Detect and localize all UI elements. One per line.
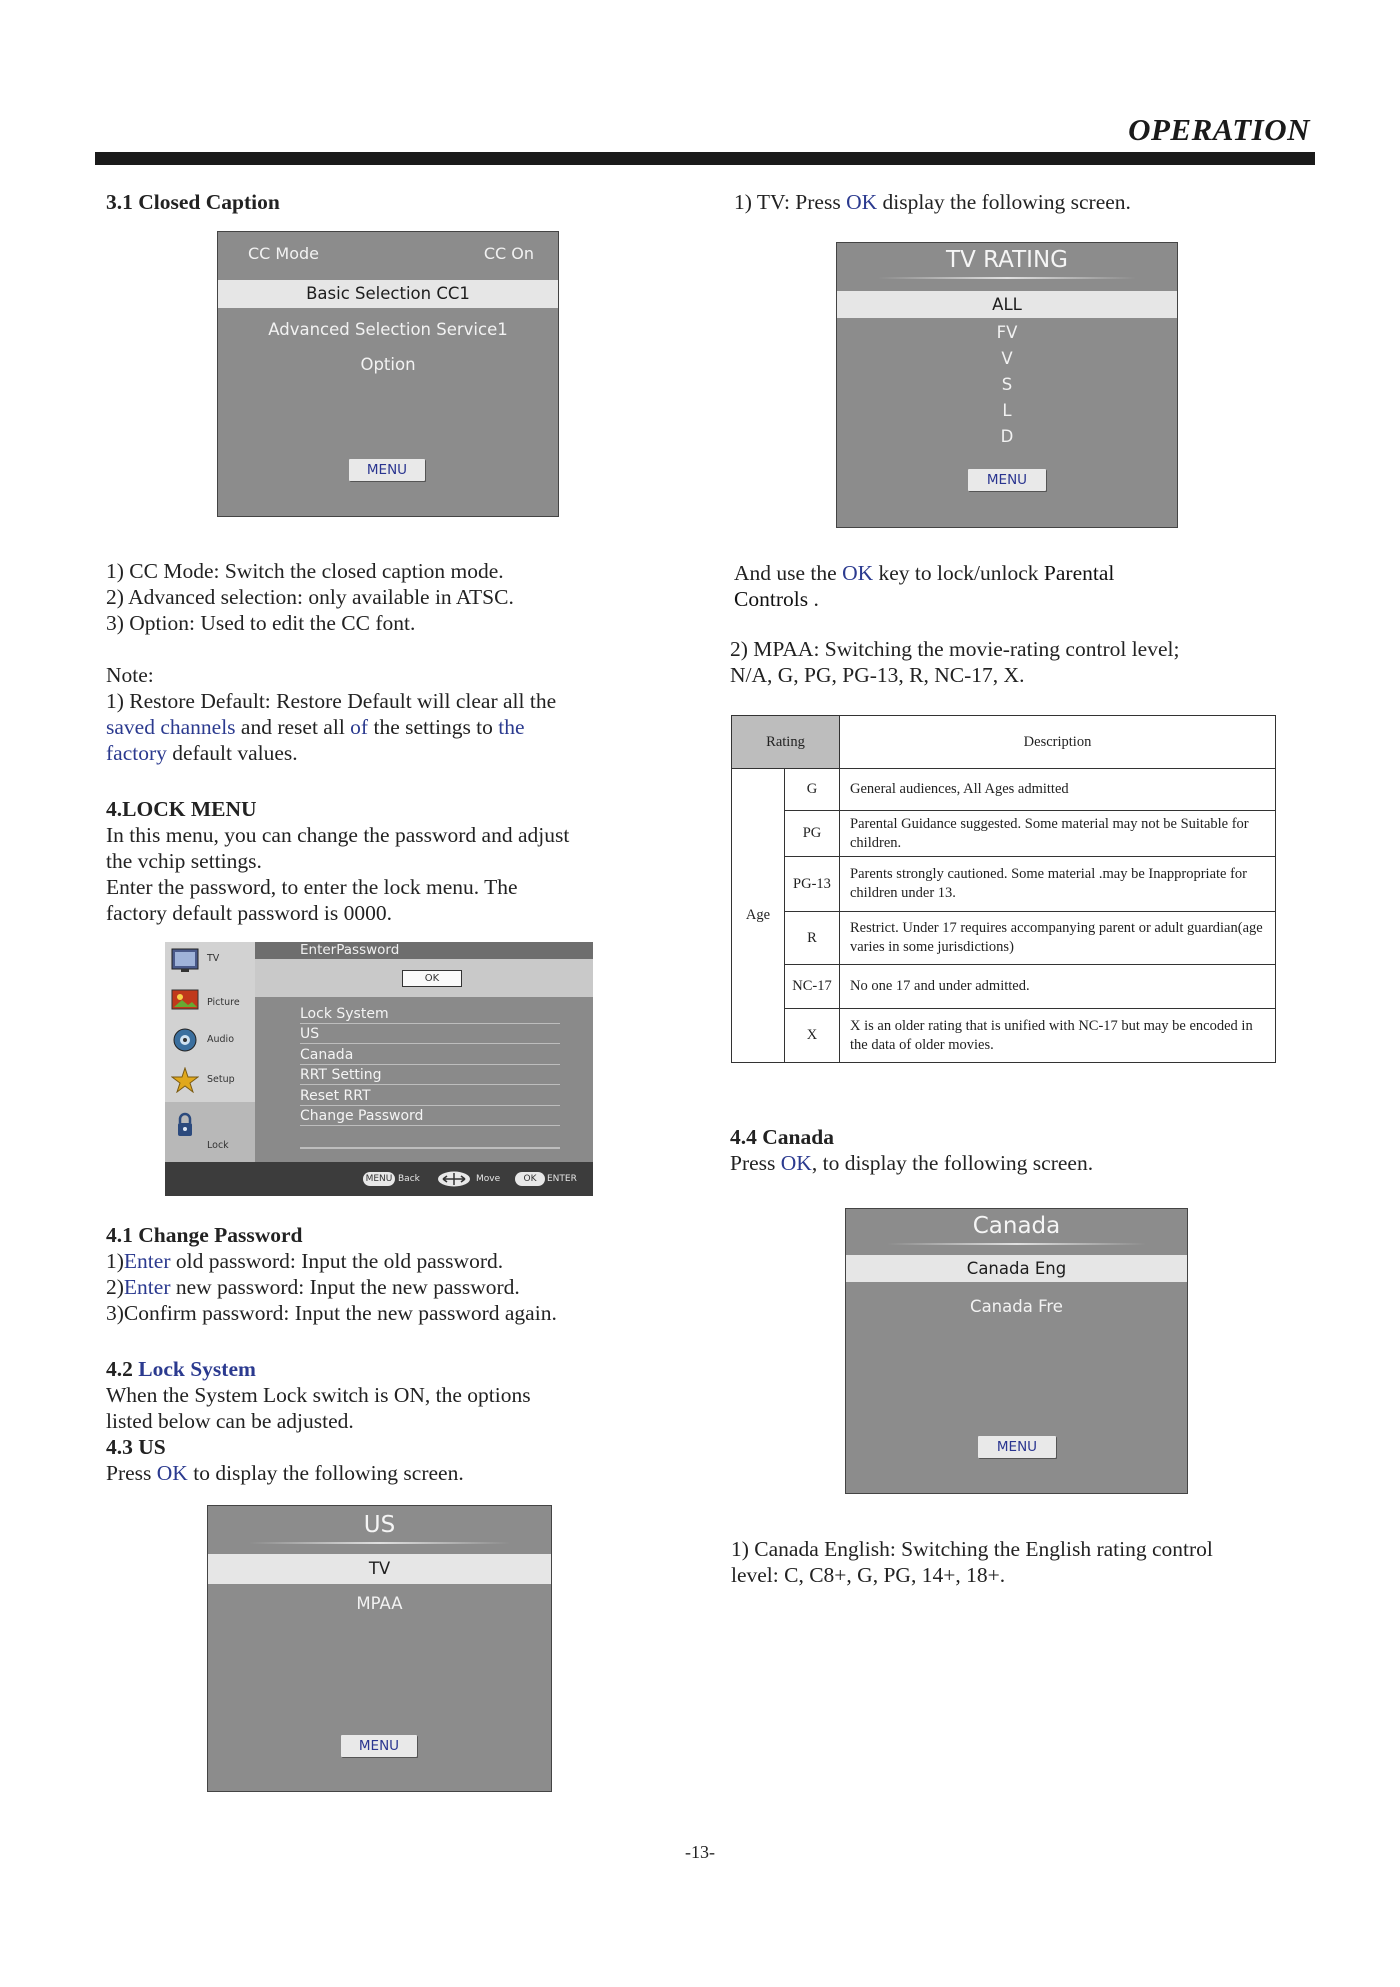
s42-num: 4.2 (106, 1357, 139, 1381)
sidebar-label-lock: Lock (207, 1140, 229, 1151)
us-item-tv[interactable]: TV (208, 1554, 551, 1584)
sidebar-item-lock[interactable] (165, 1102, 255, 1162)
cc-osd-screen (217, 231, 559, 517)
mpaa-rating-table (731, 715, 1276, 1063)
us-menu-button[interactable]: MENU (341, 1735, 417, 1757)
s42-line-2: listed below can be adjusted. (106, 1409, 354, 1433)
us-item-mpaa[interactable]: MPAA (356, 1594, 403, 1613)
table-code-cell: G (784, 769, 839, 811)
lock-bottom-bar (165, 1162, 593, 1196)
password-entry-area (255, 959, 593, 997)
use-text: key to lock/unlock (873, 561, 1044, 585)
s41-line-3: 3)Confirm password: Input the new password again. (106, 1301, 557, 1325)
table-header-description: Description (840, 716, 1276, 769)
table-row (732, 811, 1276, 857)
section-4-1-title: 4.1 Change Password (106, 1223, 303, 1247)
sidebar-label-setup: Setup (207, 1074, 235, 1085)
s42-line-1: When the System Lock switch is ON, the options (106, 1383, 531, 1407)
tv-intro-text: display the following screen. (877, 190, 1131, 214)
cc-mode-value: CC On (483, 244, 534, 263)
page-header-title: OPERATION (1128, 112, 1310, 147)
note-line-2 (106, 714, 525, 740)
use-ok-line-2 (734, 586, 819, 612)
table-code-cell: PG (784, 811, 839, 857)
tv-rating-item-all[interactable]: ALL (837, 291, 1177, 318)
setup-icon (171, 1067, 199, 1093)
tv-rating-item-l[interactable]: L (1002, 401, 1012, 420)
lock-sidebar (165, 942, 255, 1162)
lock-line-4: factory default password is 0000. (106, 901, 392, 925)
tv-rating-title-underline (878, 277, 1136, 279)
table-row (732, 769, 1276, 811)
picture-icon (171, 987, 199, 1013)
note-text-part: default values. (166, 741, 298, 765)
cc-menu-button[interactable]: MENU (349, 459, 425, 481)
table-code-cell: NC-17 (784, 965, 839, 1009)
cc-item-advanced[interactable]: Advanced Selection Service1 (268, 320, 508, 339)
use-controls: Controls (734, 587, 809, 611)
mpaa-line-1: 2) MPAA: Switching the movie-rating control level; (730, 637, 1180, 661)
lock-icon (171, 1112, 199, 1138)
s41-line-1 (106, 1248, 503, 1274)
lock-main-panel (255, 942, 593, 1162)
table-row (732, 965, 1276, 1009)
canada-item-eng[interactable]: Canada Eng (846, 1255, 1187, 1282)
section-4-3-title: 4.3 US (106, 1435, 166, 1459)
canada-line-1: 1) Canada English: Switching the English rating control (731, 1537, 1213, 1561)
table-desc-cell: No one 17 and under admitted. (840, 965, 1276, 1009)
note-text-part: and reset all (235, 715, 351, 739)
s41-text: old password: Input the old password. (170, 1249, 504, 1273)
lock-item-us[interactable]: US (300, 1026, 560, 1044)
use-text: And use the (734, 561, 843, 585)
s44-text: Press (730, 1151, 781, 1175)
lock-item-lock-system[interactable]: Lock System (300, 1006, 560, 1024)
use-text: . (808, 587, 819, 611)
tv-rating-title: TV RATING (946, 247, 1068, 273)
tv-rating-osd-screen (836, 242, 1178, 528)
tv-icon (171, 947, 199, 973)
table-age-cell: Age (732, 769, 785, 1063)
table-code-cell: PG-13 (784, 857, 839, 912)
table-desc-cell: Parental Guidance suggested. Some material may not be Suitable for children. (840, 811, 1276, 857)
table-code-cell: R (784, 912, 839, 965)
cc-line-1: 1) CC Mode: Switch the closed caption mode. (106, 559, 504, 583)
lock-item-canada[interactable]: Canada (300, 1047, 560, 1065)
note-factory: factory (106, 741, 167, 765)
use-ok-line-1 (734, 560, 1114, 586)
note-line-3 (106, 740, 298, 766)
cc-line-3: 3) Option: Used to edit the CC font. (106, 611, 416, 635)
canada-menu-button[interactable]: MENU (978, 1436, 1056, 1458)
lock-list-divider (300, 1147, 560, 1149)
use-ok: OK (842, 561, 874, 585)
password-ok-button[interactable]: OK (402, 970, 462, 987)
table-row (732, 912, 1276, 965)
lock-item-change-password[interactable]: Change Password (300, 1108, 560, 1126)
tv-rating-item-fv[interactable]: FV (996, 323, 1018, 342)
sidebar-item-audio[interactable] (165, 1022, 255, 1062)
s44-ok: OK (780, 1151, 812, 1175)
s43-ok: OK (156, 1461, 188, 1485)
table-header-row (732, 716, 1276, 769)
canada-title-underline (887, 1243, 1146, 1245)
sidebar-label-audio: Audio (207, 1034, 235, 1045)
ok-key-pill: OK (515, 1172, 545, 1186)
canada-line-2: level: C, C8+, G, PG, 14+, 18+. (731, 1563, 1006, 1587)
note-line-1: 1) Restore Default: Restore Default will clear all the (106, 689, 557, 713)
s44-text: , to display the following screen. (811, 1151, 1094, 1175)
table-desc-cell: X is an older rating that is unified with NC-17 but may be encoded in the data of older movies. (840, 1009, 1276, 1063)
cc-line-2: 2) Advanced selection: only available in ATSC. (106, 585, 514, 609)
lock-item-rrt-setting[interactable]: RRT Setting (300, 1067, 560, 1085)
s44-line (730, 1150, 1093, 1176)
note-text-part: the settings to (368, 715, 499, 739)
section-4-4-title: 4.4 Canada (730, 1125, 834, 1149)
tv-intro-text: 1) TV: Press (734, 190, 847, 214)
menu-key-pill: MENU (363, 1172, 395, 1186)
enter-password-label: EnterPassword (300, 942, 400, 958)
section-3-1-title: 3.1 Closed Caption (106, 190, 280, 214)
sidebar-item-tv[interactable] (165, 942, 255, 982)
lock-item-reset-rrt[interactable]: Reset RRT (300, 1088, 560, 1106)
s41-num: 1) (106, 1249, 124, 1273)
use-parental: Parental (1043, 561, 1115, 585)
table-header-rating: Rating (732, 716, 840, 769)
note-the: the (498, 715, 525, 739)
canada-screen-title: Canada (972, 1213, 1061, 1239)
table-code-cell: X (784, 1009, 839, 1063)
s41-text: new password: Input the new password. (170, 1275, 520, 1299)
mpaa-line-2: N/A, G, PG, PG-13, R, NC-17, X. (730, 663, 1025, 687)
table-row (732, 1009, 1276, 1063)
canada-item-fre[interactable]: Canada Fre (970, 1297, 1063, 1316)
s41-enter: Enter (123, 1275, 171, 1299)
sidebar-label-picture: Picture (207, 997, 240, 1008)
s41-num: 2) (106, 1275, 124, 1299)
tv-rating-item-d[interactable]: D (1000, 427, 1014, 446)
sidebar-item-picture[interactable] (165, 982, 255, 1022)
s42-lock-system: Lock System (138, 1357, 256, 1381)
sidebar-item-setup[interactable] (165, 1062, 255, 1102)
move-arrows-icon (437, 1171, 471, 1187)
enter-hint-label: ENTER (547, 1174, 577, 1184)
note-of: of (350, 715, 369, 739)
enter-password-bar (255, 942, 593, 959)
cc-item-basic[interactable]: Basic Selection CC1 (218, 280, 558, 308)
tv-rating-item-v[interactable]: V (1001, 349, 1013, 368)
tv-intro-ok: OK (846, 190, 878, 214)
us-osd-screen (207, 1505, 552, 1792)
table-desc-cell: Parents strongly cautioned. Some material .may be Inappropriate for children under 13. (840, 857, 1276, 912)
section-4-title: 4.LOCK MENU (106, 797, 257, 821)
tv-intro-line (734, 189, 1131, 215)
header-rule (95, 152, 1315, 165)
page-number: -13- (685, 1842, 715, 1862)
move-hint-label: Move (476, 1174, 501, 1184)
lock-line-2: the vchip settings. (106, 849, 262, 873)
s43-text: to display the following screen. (187, 1461, 464, 1485)
us-title-underline (249, 1542, 510, 1544)
table-row (732, 857, 1276, 912)
note-saved-channels: saved channels (106, 715, 236, 739)
s41-line-2 (106, 1274, 520, 1300)
cc-mode-label: CC Mode (248, 244, 320, 263)
back-hint-label: Back (398, 1174, 420, 1184)
table-desc-cell: Restrict. Under 17 requires accompanying parent or adult guardian(age varies in some jurisdictions) (840, 912, 1276, 965)
tv-rating-item-s[interactable]: S (1001, 375, 1013, 394)
s43-line (106, 1460, 464, 1486)
cc-item-option[interactable]: Option (360, 355, 416, 374)
note-title: Note: (106, 663, 154, 687)
s43-text: Press (106, 1461, 157, 1485)
table-desc-cell: General audiences, All Ages admitted (840, 769, 1276, 811)
lock-line-3: Enter the password, to enter the lock menu. The (106, 875, 518, 899)
sidebar-label-tv: TV (207, 953, 220, 964)
s41-enter: Enter (123, 1249, 171, 1273)
lock-osd-screen (165, 942, 593, 1196)
section-4-2-title (106, 1356, 256, 1382)
audio-icon (171, 1027, 199, 1053)
us-screen-title: US (363, 1512, 396, 1538)
lock-line-1: In this menu, you can change the password and adjust (106, 823, 570, 847)
tv-rating-menu-button[interactable]: MENU (968, 469, 1046, 491)
canada-osd-screen (845, 1208, 1188, 1494)
